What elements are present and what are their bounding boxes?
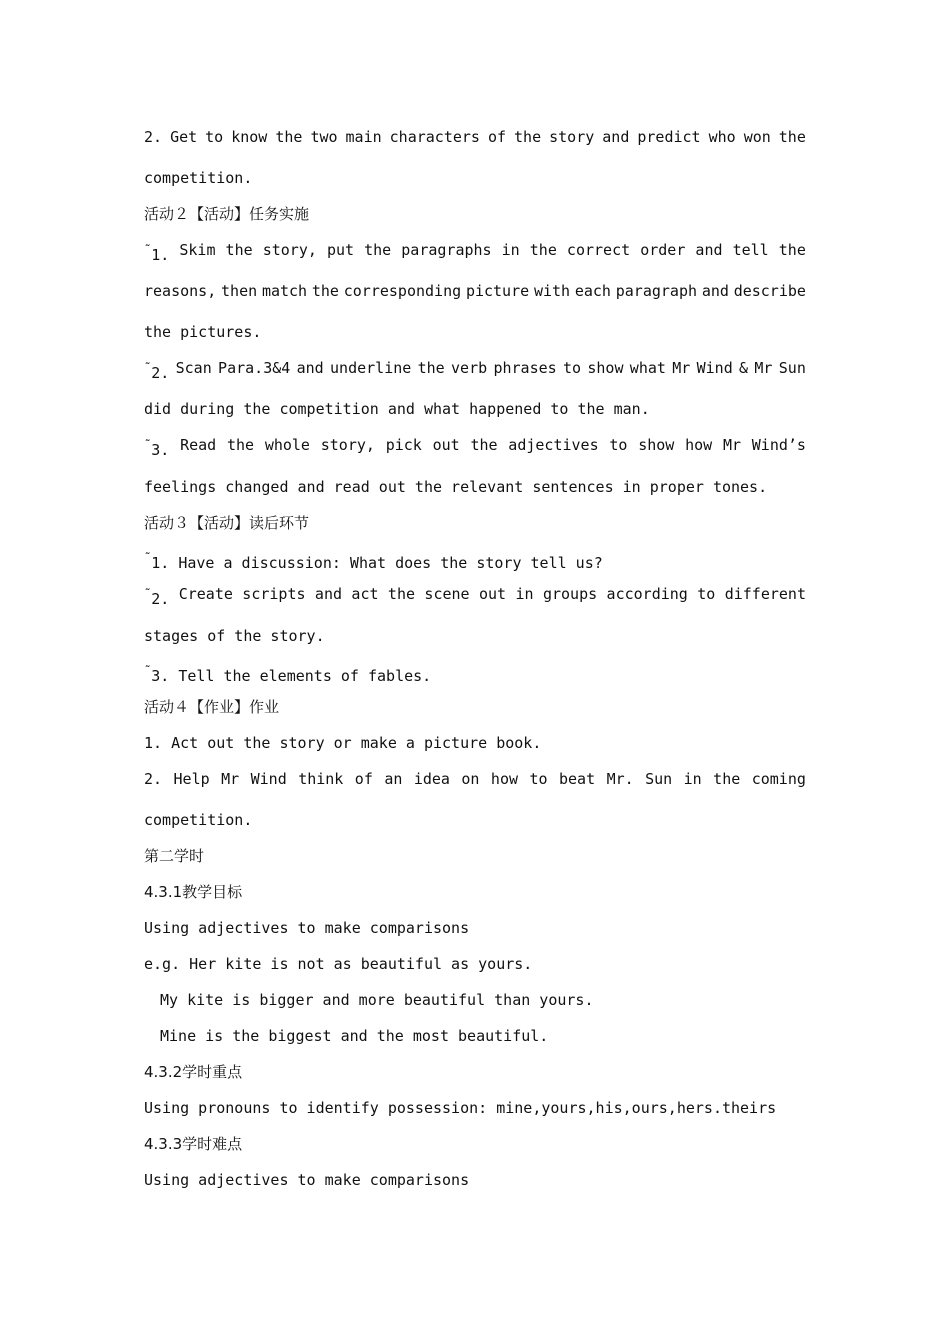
section-heading: 4.3.1教学目标 — [144, 883, 243, 901]
word: 2. — [144, 128, 163, 146]
text-line: did during the competition and what happened to the man. — [144, 400, 650, 418]
word: Wind — [696, 359, 733, 377]
text-line — [144, 769, 806, 789]
word: the — [713, 770, 741, 788]
word: the — [275, 128, 303, 146]
word: story, — [262, 241, 317, 259]
word: the — [387, 585, 416, 603]
text-line: Using pronouns to identify possession: mine,yours,his,ours,hers.theirs — [144, 1099, 777, 1117]
word: who — [708, 128, 736, 146]
word: reasons, — [144, 282, 217, 300]
word: know — [231, 128, 268, 146]
word: idea — [413, 770, 450, 788]
text-line — [144, 127, 806, 147]
word: pick — [385, 436, 422, 454]
word: phrases — [493, 359, 557, 377]
text-line: competition. — [144, 811, 253, 829]
word: ˜2. — [144, 361, 170, 382]
text-line: 1. Act out the story or make a picture book. — [144, 734, 542, 752]
word: of — [487, 128, 507, 146]
text-line — [144, 435, 806, 460]
word: and — [602, 128, 630, 146]
word: order — [640, 241, 686, 259]
section-heading: 活动３【活动】读后环节 — [144, 514, 310, 532]
word: Skim — [179, 241, 216, 259]
text-line: competition. — [144, 169, 253, 187]
word: out — [478, 585, 507, 603]
word: and — [314, 585, 343, 603]
text-line: ˜3. Tell the elements of fables. — [144, 664, 432, 685]
word: the — [778, 241, 806, 259]
word: describe — [733, 282, 806, 300]
list-marker: ˜ — [144, 438, 152, 452]
word: predict — [637, 128, 701, 146]
word: scripts — [242, 585, 306, 603]
word: match — [261, 282, 308, 300]
text-line: Mine is the biggest and the most beautiful. — [160, 1027, 549, 1045]
word: two — [310, 128, 338, 146]
word: then — [221, 282, 258, 300]
word: ˜1. — [144, 243, 170, 264]
word: think — [298, 770, 344, 788]
text-line: stages of the story. — [144, 627, 325, 645]
word: Create — [178, 585, 233, 603]
word: main — [345, 128, 382, 146]
word: according — [606, 585, 688, 603]
word: and — [701, 282, 729, 300]
word: to — [562, 359, 582, 377]
list-marker: ˜ — [144, 664, 152, 678]
word: coming — [751, 770, 806, 788]
word: Read — [180, 436, 217, 454]
word: in — [683, 770, 702, 788]
word: act — [351, 585, 379, 603]
word: Para.3&4 — [218, 359, 291, 377]
word: Mr. — [606, 770, 634, 788]
word: Mr — [722, 436, 742, 454]
section-heading: 第二学时 — [144, 847, 205, 865]
word: what — [629, 359, 666, 377]
word: Wind’s — [751, 436, 806, 454]
text-line: Using adjectives to make comparisons — [144, 919, 470, 937]
text-line: ˜1. Have a discussion: What does the story tell us? — [144, 551, 603, 572]
word: show — [638, 436, 675, 454]
section-heading: 4.3.3学时难点 — [144, 1135, 243, 1153]
word: Mr — [754, 359, 773, 377]
word: adjectives — [508, 436, 599, 454]
word: underline — [330, 359, 412, 377]
text-line: Using adjectives to make comparisons — [144, 1171, 470, 1189]
word: story — [549, 128, 595, 146]
section-heading: 活动４【作业】作业 — [144, 698, 280, 716]
section-heading: 活动２【活动】任务实施 — [144, 205, 310, 223]
word: paragraph — [615, 282, 698, 300]
word: characters — [389, 128, 480, 146]
word: & — [739, 359, 749, 377]
word: in — [501, 241, 520, 259]
word: the — [529, 241, 557, 259]
word: tell — [732, 241, 769, 259]
word: the — [417, 359, 445, 377]
list-marker: ˜ — [144, 361, 152, 375]
word: each — [574, 282, 611, 300]
word: different — [724, 585, 806, 603]
word: Mr — [672, 359, 691, 377]
word: Sun — [645, 770, 673, 788]
word: Sun — [778, 359, 806, 377]
word: corresponding — [343, 282, 462, 300]
word: picture — [465, 282, 530, 300]
word: to — [697, 585, 716, 603]
word: story, — [320, 436, 375, 454]
word: correct — [566, 241, 631, 259]
word: won — [743, 128, 771, 146]
word: the — [514, 128, 542, 146]
word: the — [470, 436, 498, 454]
text-line — [144, 358, 806, 383]
word: in — [515, 585, 534, 603]
word: the — [364, 241, 392, 259]
word: paragraphs — [401, 241, 492, 259]
text-line — [144, 240, 806, 265]
text-line: the pictures. — [144, 323, 262, 341]
word: of — [354, 770, 373, 788]
list-marker: ˜ — [144, 243, 152, 257]
list-marker: ˜ — [144, 551, 152, 565]
word: ˜3. — [144, 438, 170, 459]
word: whole — [264, 436, 310, 454]
text-line — [144, 281, 806, 301]
text-line — [144, 584, 806, 609]
word: how — [685, 436, 713, 454]
word: Help — [173, 770, 210, 788]
word: groups — [542, 585, 598, 603]
section-heading: 4.3.2学时重点 — [144, 1063, 243, 1081]
word: verb — [451, 359, 488, 377]
word: how — [490, 770, 519, 788]
word: to — [205, 128, 224, 146]
text-line: e.g. Her kite is not as beautiful as yours. — [144, 955, 533, 973]
word: out — [432, 436, 460, 454]
word: an — [384, 770, 403, 788]
word: Get — [170, 128, 198, 146]
word: put — [326, 241, 355, 259]
word: the — [226, 436, 255, 454]
word: the — [778, 128, 806, 146]
word: show — [587, 359, 624, 377]
word: beat — [558, 770, 596, 788]
word: with — [533, 282, 571, 300]
text-line: feelings changed and read out the relevant sentences in proper tones. — [144, 478, 768, 496]
word: and — [296, 359, 324, 377]
word: Mr — [221, 770, 240, 788]
word: 2. — [144, 770, 163, 788]
list-marker: ˜ — [144, 587, 152, 601]
text-line: My kite is bigger and more beautiful than yours. — [160, 991, 594, 1009]
word: the — [225, 241, 253, 259]
word: ˜2. — [144, 587, 170, 608]
word: to — [529, 770, 548, 788]
word: scene — [424, 585, 470, 603]
word: and — [695, 241, 723, 259]
word: the — [311, 282, 339, 300]
word: Wind — [250, 770, 287, 788]
word: to — [609, 436, 628, 454]
word: Scan — [175, 359, 212, 377]
word: on — [461, 770, 480, 788]
